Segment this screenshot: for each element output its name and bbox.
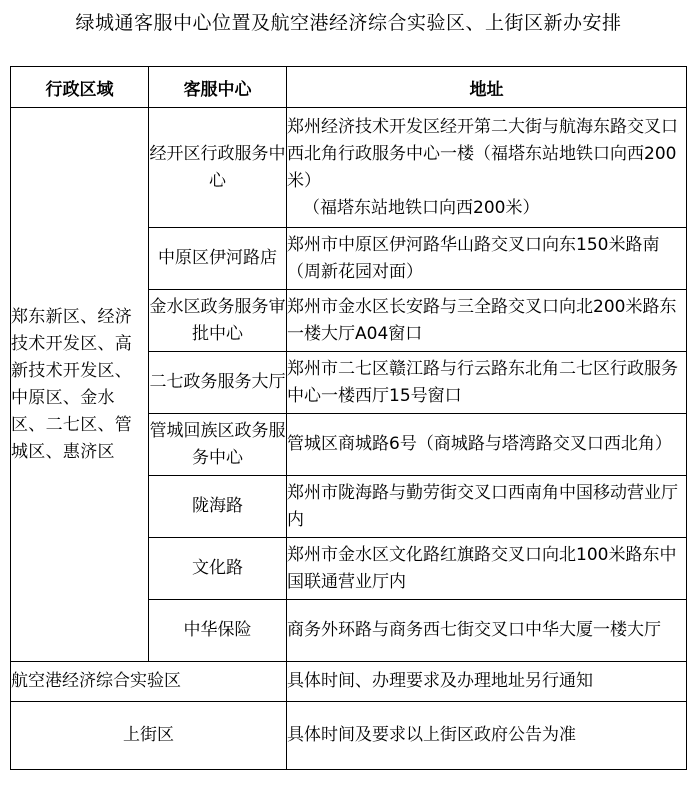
center-cell: [149, 108, 287, 228]
center-cell: [149, 228, 287, 290]
center-name: 管城回族区政务服务中心: [149, 420, 286, 468]
address-cell: [287, 228, 687, 290]
special-region-cell: 航空港经济综合实验区: [11, 662, 287, 702]
center-name: 二七政务服务大厅: [149, 372, 286, 392]
address-extra-text: （福塔东站地铁口向西200米）: [303, 197, 540, 218]
center-cell: [149, 476, 287, 538]
table-row: [11, 108, 687, 228]
address-cell: [287, 352, 687, 414]
center-name: 中原区伊河路店: [158, 248, 277, 268]
header-region: 行政区域: [11, 67, 149, 108]
center-cell: [149, 538, 287, 600]
address-text: 商务外环路与商务西七街交叉口中华大厦一楼大厅: [287, 620, 661, 640]
special-address-cell: 具体时间及要求以上街区政府公告为准: [287, 702, 687, 770]
address-cell: [287, 108, 687, 228]
center-name: 中华保险: [183, 620, 252, 640]
center-name: 金水区政务服务审批中心: [149, 296, 286, 344]
page-title: 绿城通客服中心位置及航空港经济综合实验区、上街区新办安排: [75, 12, 622, 34]
address-text: 郑州市中原区伊河路华山路交叉口向东150米路南（周新花园对面）: [287, 234, 660, 282]
center-name: 文化路: [192, 558, 243, 578]
address-text: 郑州市金水区文化路红旗路交叉口向北100米路东中国联通营业厅内: [287, 544, 677, 592]
table-row-special: [11, 702, 687, 770]
group-region-cell: 郑东新区、经济技术开发区、高新技术开发区、中原区、金水区、二七区、管城区、惠济区: [11, 108, 149, 662]
address-text: 郑州市陇海路与勤劳街交叉口西南角中国移动营业厅内: [287, 482, 678, 530]
center-cell: [149, 414, 287, 476]
header-address: 地址: [287, 67, 687, 108]
address-cell: [287, 538, 687, 600]
service-center-table: [10, 66, 687, 770]
address-cell: [287, 600, 687, 662]
header-center: 客服中心: [149, 67, 287, 108]
center-name: 经开区行政服务中心: [149, 143, 286, 191]
center-cell: [149, 290, 287, 352]
special-region-cell: 上街区: [11, 702, 287, 770]
center-name: 陇海路: [192, 496, 243, 516]
address-text: 郑州市金水区长安路与三全路交叉口向北200米路东一楼大厅A04窗口: [287, 296, 677, 344]
address-cell: [287, 476, 687, 538]
address-cell: [287, 414, 687, 476]
table-header-row: [11, 67, 687, 108]
table-row-special: [11, 662, 687, 702]
center-cell: [149, 600, 287, 662]
center-cell: [149, 352, 287, 414]
address-text: 管城区商城路6号（商城路与塔湾路交叉口西北角）: [287, 434, 672, 454]
address-text: 郑州市二七区赣江路与行云路东北角二七区行政服务中心一楼西厅15号窗口: [287, 358, 678, 406]
special-address-cell: 具体时间、办理要求及办理地址另行通知: [287, 662, 687, 702]
address-cell: [287, 290, 687, 352]
address-text: 郑州经济技术开发区经开第二大街与航海东路交叉口西北角行政服务中心一楼（福塔东站地铁口向西200米）: [287, 116, 678, 191]
